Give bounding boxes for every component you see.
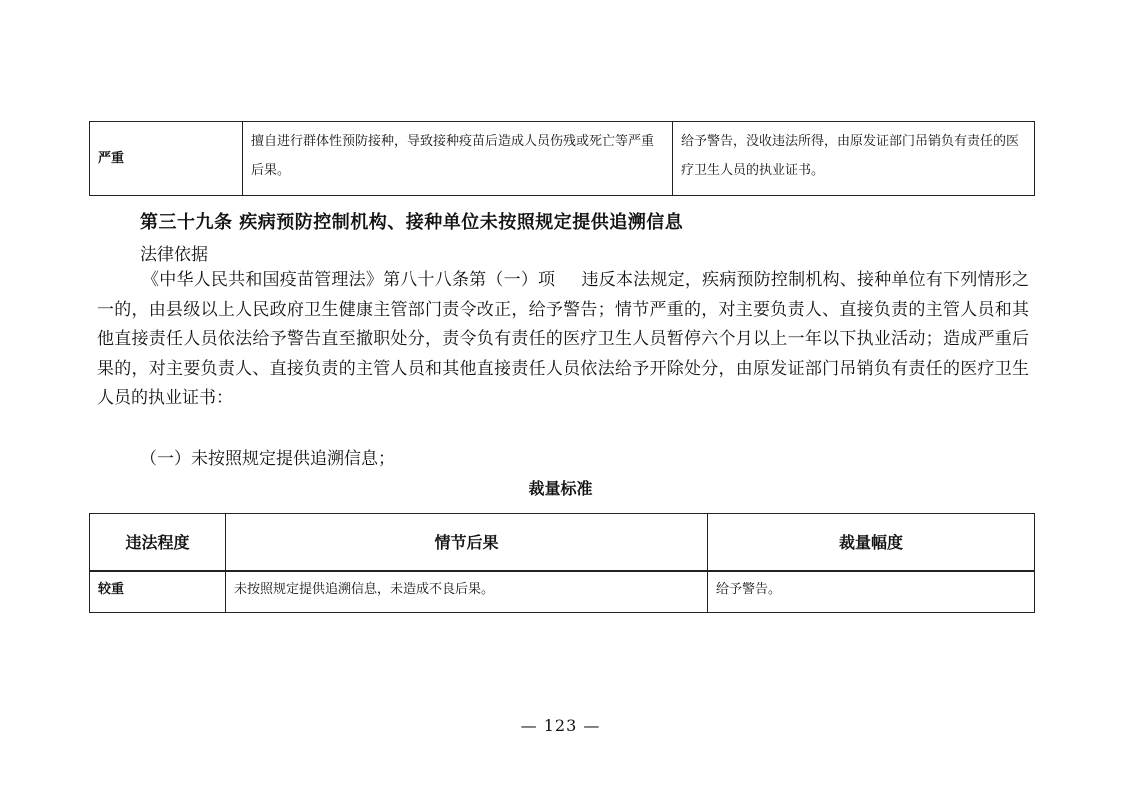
standard-title: 裁量标准 [528, 479, 593, 498]
table-row [90, 571, 1035, 613]
page-number: — 123 — [520, 716, 601, 735]
penalty-cell: 给予警告，没收违法所得，由原发证部门吊销负有责任的医疗卫生人员的执业证书。 [673, 122, 1035, 196]
discretion-standard-table [89, 513, 1035, 613]
law-reference: 《中华人民共和国疫苗管理法》第八十八条第（一）项 [142, 270, 556, 290]
article-title: 第三十九条 疾病预防控制机构、接种单位未按照规定提供追溯信息 [140, 212, 684, 233]
header-violation-level: 违法程度 [90, 514, 226, 571]
legal-basis-label: 法律依据 [140, 245, 208, 265]
table-header-row [90, 514, 1035, 571]
consequence-cell: 擅自进行群体性预防接种，导致接种疫苗后造成人员伤残或死亡等严重后果。 [243, 122, 673, 196]
penalty-cell: 给予警告。 [708, 571, 1035, 613]
violation-level-cell: 较重 [90, 571, 226, 613]
violation-level-cell: 严重 [90, 122, 243, 196]
law-paragraph [97, 266, 1029, 414]
consequence-cell: 未按照规定提供追溯信息，未造成不良后果。 [226, 571, 708, 613]
header-consequence: 情节后果 [226, 514, 708, 571]
continued-standard-table [89, 121, 1035, 196]
law-text: 违反本法规定，疾病预防控制机构、接种单位有下列情形之一的，由县级以上人民政府卫生健康主管部门责令改正，给予警告；情节严重的，对主要负责人、直接负责的主管人员和其他直接责任人员依法给予警告直至撤职处分，责令负有责任的医疗卫生人员暂停六个月以上一年以下执业活动；造成严重后果的，对主要负责人、直接负责的主管人员和其他直接责任人员依法给予开除处分，由原发证部门吊销负有责任的医疗卫生人员的执业证书： [97, 270, 1030, 408]
law-item: （一）未按照规定提供追溯信息； [140, 449, 395, 469]
header-penalty: 裁量幅度 [708, 514, 1035, 571]
table-row [90, 122, 1035, 196]
